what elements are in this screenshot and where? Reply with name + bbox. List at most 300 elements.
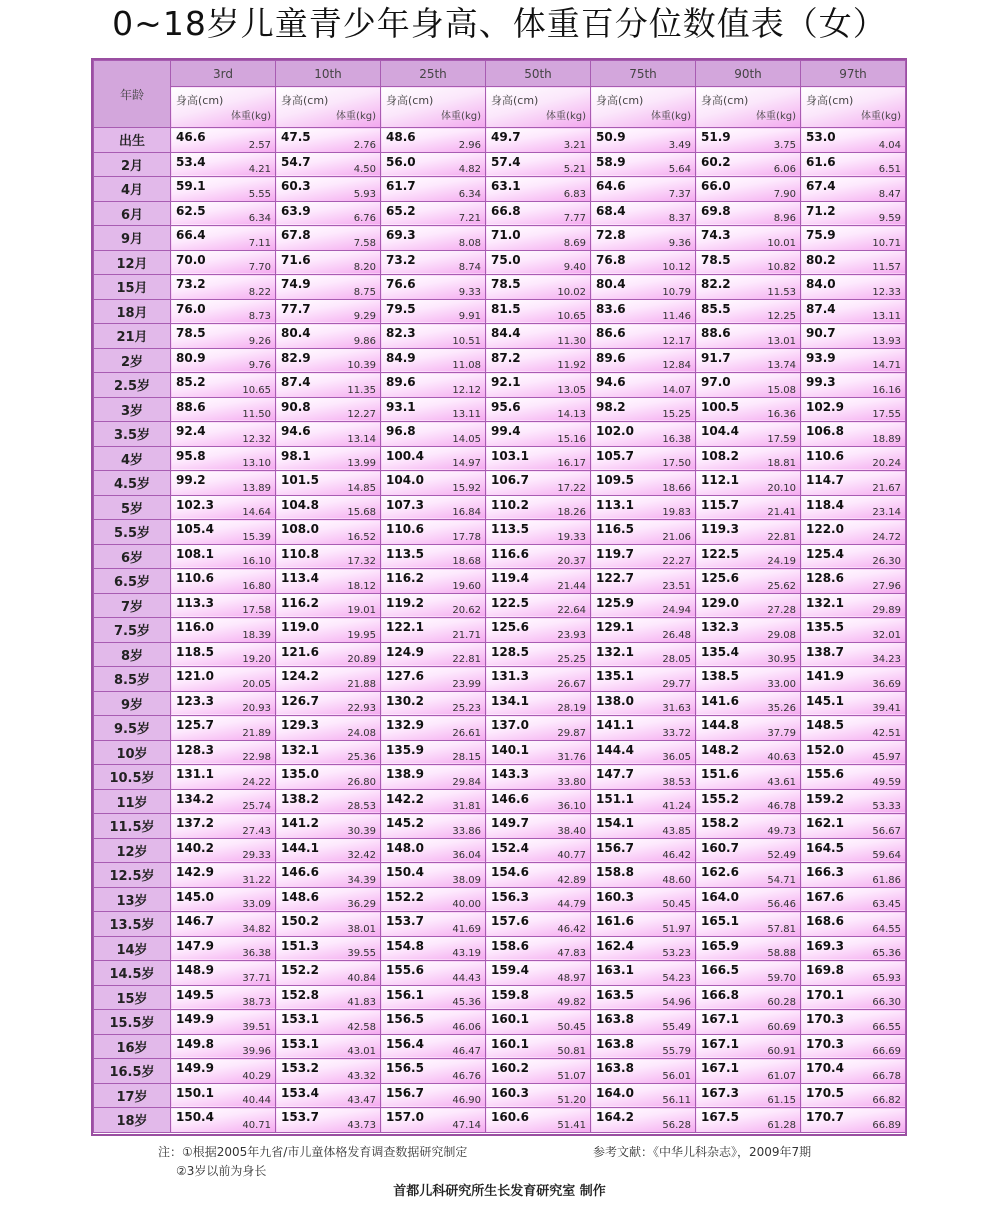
value-cell — [171, 471, 276, 496]
height-value: 121.0 — [176, 669, 214, 683]
weight-value: 40.77 — [557, 850, 586, 861]
height-value: 164.0 — [596, 1085, 634, 1100]
weight-value: 46.90 — [452, 1095, 481, 1106]
value-cell — [801, 765, 906, 790]
weight-value: 27.43 — [242, 825, 271, 837]
height-value: 167.1 — [701, 1036, 739, 1051]
value-cell — [591, 667, 696, 692]
weight-value: 63.45 — [872, 899, 901, 910]
height-value: 76.0 — [176, 301, 206, 316]
weight-value: 60.69 — [767, 1021, 796, 1033]
value-cell — [276, 593, 381, 618]
weight-value: 36.10 — [557, 801, 586, 812]
weight-value: 20.37 — [557, 556, 586, 567]
value-cell — [486, 667, 591, 692]
table-row — [94, 814, 906, 839]
height-value: 157.6 — [491, 914, 529, 928]
value-cell — [591, 1059, 696, 1084]
table-row — [94, 299, 906, 324]
height-unit-label: 身高(cm) — [701, 94, 749, 107]
height-value: 110.8 — [281, 546, 319, 561]
weight-value: 11.53 — [767, 286, 796, 298]
weight-value: 33.86 — [452, 825, 481, 837]
height-value: 122.1 — [386, 620, 424, 634]
weight-value: 6.76 — [353, 213, 376, 224]
weight-value: 50.81 — [557, 1046, 586, 1057]
height-value: 170.7 — [806, 1110, 844, 1124]
weight-value: 9.33 — [458, 286, 481, 298]
value-cell — [171, 618, 276, 643]
weight-value: 7.37 — [668, 188, 691, 200]
age-cell: 6.5岁 — [94, 569, 171, 594]
value-cell — [696, 593, 801, 618]
weight-value: 16.84 — [452, 507, 481, 518]
height-value: 131.3 — [491, 669, 529, 683]
height-value: 156.5 — [386, 1012, 424, 1026]
value-cell — [801, 569, 906, 594]
weight-value: 48.60 — [662, 874, 691, 886]
value-cell — [276, 471, 381, 496]
height-value: 163.5 — [596, 987, 634, 1002]
weight-value: 28.19 — [557, 703, 586, 714]
weight-value: 10.65 — [557, 311, 586, 322]
value-cell — [696, 495, 801, 520]
value-cell — [171, 789, 276, 814]
value-cell — [381, 887, 486, 912]
height-value: 119.7 — [596, 546, 634, 561]
weight-value: 54.96 — [662, 997, 691, 1008]
height-value: 48.6 — [386, 130, 416, 144]
value-cell — [381, 789, 486, 814]
value-cell — [696, 1059, 801, 1084]
height-value: 53.4 — [176, 154, 206, 169]
weight-value: 27.96 — [872, 580, 901, 592]
footnote-length: ②3岁以前为身长 — [176, 1164, 267, 1178]
age-cell: 12月 — [94, 250, 171, 275]
value-cell — [276, 642, 381, 667]
height-value: 149.5 — [176, 987, 214, 1002]
weight-value: 56.01 — [662, 1070, 691, 1082]
height-value: 95.6 — [491, 399, 521, 414]
weight-value: 61.15 — [767, 1095, 796, 1106]
height-value: 74.3 — [701, 228, 731, 242]
weight-value: 40.44 — [242, 1095, 271, 1106]
height-value: 156.5 — [386, 1061, 424, 1075]
weight-value: 19.95 — [347, 629, 376, 641]
height-value: 151.3 — [281, 938, 319, 953]
weight-value: 64.55 — [872, 923, 901, 935]
height-value: 158.8 — [596, 865, 634, 879]
height-value: 160.7 — [701, 840, 739, 855]
weight-value: 37.79 — [767, 727, 796, 739]
weight-value: 51.07 — [557, 1070, 586, 1082]
weight-value: 61.86 — [872, 874, 901, 886]
height-value: 129.0 — [701, 595, 739, 610]
height-value: 144.4 — [596, 742, 634, 757]
height-value: 109.5 — [596, 473, 634, 487]
value-cell — [276, 1083, 381, 1108]
weight-value: 5.64 — [668, 164, 691, 175]
value-cell — [801, 520, 906, 545]
value-cell — [591, 985, 696, 1010]
weight-value: 4.50 — [353, 164, 376, 175]
value-cell — [171, 348, 276, 373]
value-cell — [171, 912, 276, 937]
height-value: 140.2 — [176, 840, 214, 855]
weight-value: 14.64 — [242, 507, 271, 518]
height-value: 147.9 — [176, 938, 214, 953]
value-cell — [696, 667, 801, 692]
value-cell — [591, 250, 696, 275]
weight-value: 9.26 — [248, 335, 271, 347]
weight-value: 23.14 — [872, 507, 901, 518]
value-cell — [801, 642, 906, 667]
height-value: 66.8 — [491, 203, 521, 218]
weight-value: 7.90 — [773, 188, 796, 200]
age-cell: 11.5岁 — [94, 814, 171, 839]
table-row — [94, 618, 906, 643]
height-value: 89.6 — [596, 350, 626, 365]
height-value: 63.9 — [281, 203, 311, 218]
value-cell — [696, 985, 801, 1010]
value-cell — [381, 691, 486, 716]
value-cell — [486, 324, 591, 349]
value-cell — [486, 593, 591, 618]
weight-value: 39.41 — [872, 703, 901, 714]
weight-value: 17.78 — [452, 531, 481, 543]
height-value: 60.3 — [281, 179, 311, 193]
value-cell — [591, 397, 696, 422]
height-value: 93.1 — [386, 399, 416, 414]
weight-value: 8.08 — [458, 237, 481, 249]
weight-value: 36.05 — [662, 752, 691, 763]
weight-value: 8.75 — [353, 286, 376, 298]
age-cell: 2.5岁 — [94, 373, 171, 398]
value-cell — [591, 936, 696, 961]
height-value: 82.9 — [281, 350, 311, 365]
height-value: 145.2 — [386, 816, 424, 830]
weight-value: 17.22 — [557, 482, 586, 494]
value-cell — [591, 569, 696, 594]
value-cell — [276, 912, 381, 937]
weight-value: 7.70 — [248, 262, 271, 273]
height-value: 65.2 — [386, 203, 416, 218]
value-cell — [696, 716, 801, 741]
height-value: 152.2 — [386, 889, 424, 904]
age-cell: 16.5岁 — [94, 1059, 171, 1084]
table-row — [94, 569, 906, 594]
height-value: 159.8 — [491, 987, 529, 1002]
weight-value: 38.40 — [557, 825, 586, 837]
value-cell — [801, 1010, 906, 1035]
weight-value: 32.42 — [347, 850, 376, 861]
weight-value: 55.49 — [662, 1021, 691, 1033]
weight-value: 18.68 — [452, 556, 481, 567]
age-cell: 16岁 — [94, 1034, 171, 1059]
value-cell — [486, 618, 591, 643]
height-value: 106.7 — [491, 473, 529, 487]
weight-value: 16.52 — [347, 531, 376, 543]
height-value: 153.7 — [386, 914, 424, 928]
value-cell — [276, 1010, 381, 1035]
weight-value: 6.51 — [878, 164, 901, 175]
height-value: 83.6 — [596, 301, 626, 316]
height-value: 156.4 — [386, 1036, 424, 1051]
value-cell — [591, 299, 696, 324]
value-cell — [276, 814, 381, 839]
value-cell — [171, 936, 276, 961]
height-value: 153.7 — [281, 1110, 319, 1124]
table-row — [94, 226, 906, 251]
weight-value: 13.14 — [347, 433, 376, 445]
value-cell — [696, 887, 801, 912]
weight-value: 12.25 — [767, 311, 796, 322]
age-column-header: 年龄 — [94, 61, 171, 128]
height-value: 163.8 — [596, 1061, 634, 1075]
table-row — [94, 691, 906, 716]
weight-value: 60.28 — [767, 997, 796, 1008]
height-value: 104.4 — [701, 424, 739, 438]
weight-value: 29.33 — [242, 850, 271, 861]
age-cell: 5岁 — [94, 495, 171, 520]
value-cell — [696, 618, 801, 643]
height-value: 149.9 — [176, 1061, 214, 1075]
weight-value: 21.88 — [347, 678, 376, 690]
value-cell — [696, 275, 801, 300]
weight-value: 14.07 — [662, 384, 691, 396]
table-row — [94, 667, 906, 692]
age-cell: 17岁 — [94, 1083, 171, 1108]
table-row — [94, 716, 906, 741]
table-row — [94, 765, 906, 790]
weight-value: 13.93 — [872, 335, 901, 347]
weight-value: 44.79 — [557, 899, 586, 910]
weight-value: 29.87 — [557, 727, 586, 739]
height-value: 96.8 — [386, 424, 416, 438]
value-cell — [801, 789, 906, 814]
height-unit-label: 身高(cm) — [806, 94, 854, 107]
height-value: 138.5 — [701, 669, 739, 683]
table-row — [94, 422, 906, 447]
height-value: 154.6 — [491, 865, 529, 879]
height-value: 156.1 — [386, 987, 424, 1002]
value-cell — [381, 422, 486, 447]
height-value: 115.7 — [701, 497, 739, 512]
height-value: 84.9 — [386, 350, 416, 365]
weight-value: 53.23 — [662, 948, 691, 959]
height-value: 151.6 — [701, 767, 739, 781]
height-value: 148.5 — [806, 718, 844, 732]
weight-value: 7.21 — [458, 213, 481, 224]
age-cell: 13岁 — [94, 887, 171, 912]
value-cell — [486, 961, 591, 986]
weight-value: 36.04 — [452, 850, 481, 861]
weight-unit-label: 体重(kg) — [861, 111, 901, 122]
subheader-cell — [591, 87, 696, 128]
value-cell — [171, 814, 276, 839]
age-cell: 9.5岁 — [94, 716, 171, 741]
weight-value: 8.37 — [668, 213, 691, 224]
value-cell — [696, 250, 801, 275]
value-cell — [171, 1010, 276, 1035]
height-value: 110.6 — [806, 448, 844, 463]
value-cell — [801, 593, 906, 618]
value-cell — [381, 1108, 486, 1133]
value-cell — [381, 667, 486, 692]
value-cell — [696, 201, 801, 226]
height-value: 143.3 — [491, 767, 529, 781]
weight-value: 14.05 — [452, 433, 481, 445]
value-cell — [276, 716, 381, 741]
value-cell — [801, 691, 906, 716]
weight-value: 59.70 — [767, 972, 796, 984]
height-value: 146.6 — [281, 865, 319, 879]
height-value: 99.4 — [491, 424, 521, 438]
age-cell: 15.5岁 — [94, 1010, 171, 1035]
value-cell — [276, 789, 381, 814]
value-cell — [486, 373, 591, 398]
weight-value: 33.72 — [662, 727, 691, 739]
value-cell — [276, 275, 381, 300]
height-value: 82.2 — [701, 277, 731, 291]
height-value: 146.6 — [491, 791, 529, 806]
table-row — [94, 471, 906, 496]
height-value: 91.7 — [701, 350, 731, 365]
value-cell — [801, 471, 906, 496]
weight-value: 18.12 — [347, 580, 376, 592]
height-value: 124.2 — [281, 669, 319, 683]
weight-value: 11.35 — [347, 384, 376, 396]
height-value: 148.0 — [386, 840, 424, 855]
height-value: 162.4 — [596, 938, 634, 953]
height-value: 70.0 — [176, 252, 206, 267]
value-cell — [591, 912, 696, 937]
height-value: 153.1 — [281, 1012, 319, 1026]
value-cell — [696, 642, 801, 667]
subheader-cell — [801, 87, 906, 128]
table-row — [94, 789, 906, 814]
height-value: 90.7 — [806, 326, 836, 340]
weight-value: 25.36 — [347, 752, 376, 763]
height-value: 153.4 — [281, 1085, 319, 1100]
value-cell — [276, 348, 381, 373]
value-cell — [591, 765, 696, 790]
height-value: 110.6 — [386, 522, 424, 536]
value-cell — [171, 544, 276, 569]
value-cell — [591, 152, 696, 177]
height-value: 116.0 — [176, 620, 214, 634]
height-value: 46.6 — [176, 130, 206, 144]
value-cell — [591, 691, 696, 716]
value-cell — [276, 838, 381, 863]
weight-value: 13.10 — [242, 458, 271, 469]
weight-value: 38.09 — [452, 874, 481, 886]
value-cell — [801, 495, 906, 520]
value-cell — [696, 348, 801, 373]
height-value: 47.5 — [281, 130, 311, 144]
height-value: 166.8 — [701, 987, 739, 1002]
table-row — [94, 863, 906, 888]
weight-value: 46.78 — [767, 801, 796, 812]
weight-value: 8.69 — [563, 237, 586, 249]
weight-value: 40.00 — [452, 899, 481, 910]
height-unit-label: 身高(cm) — [386, 94, 434, 107]
height-value: 78.5 — [491, 277, 521, 291]
value-cell — [591, 814, 696, 839]
value-cell — [171, 1108, 276, 1133]
height-value: 94.6 — [281, 424, 311, 438]
weight-value: 13.74 — [767, 360, 796, 371]
weight-value: 25.62 — [767, 580, 796, 592]
height-value: 167.1 — [701, 1061, 739, 1075]
value-cell — [171, 961, 276, 986]
value-cell — [486, 201, 591, 226]
value-cell — [171, 887, 276, 912]
value-cell — [171, 765, 276, 790]
weight-value: 56.46 — [767, 899, 796, 910]
weight-value: 14.97 — [452, 458, 481, 469]
height-value: 74.9 — [281, 277, 311, 291]
value-cell — [801, 863, 906, 888]
weight-value: 34.39 — [347, 874, 376, 886]
weight-value: 49.73 — [767, 825, 796, 837]
height-value: 51.9 — [701, 130, 731, 144]
weight-value: 39.51 — [242, 1021, 271, 1033]
value-cell — [591, 520, 696, 545]
weight-value: 18.26 — [557, 507, 586, 518]
weight-value: 14.13 — [557, 409, 586, 420]
weight-value: 28.15 — [452, 752, 481, 763]
height-value: 119.2 — [386, 595, 424, 610]
subheader-cell — [276, 87, 381, 128]
height-value: 170.3 — [806, 1036, 844, 1051]
weight-value: 26.48 — [662, 629, 691, 641]
value-cell — [486, 1010, 591, 1035]
height-value: 81.5 — [491, 301, 521, 316]
value-cell — [591, 275, 696, 300]
height-value: 125.7 — [176, 718, 214, 732]
weight-value: 42.58 — [347, 1021, 376, 1033]
value-cell — [591, 863, 696, 888]
weight-value: 12.84 — [662, 360, 691, 371]
height-value: 138.2 — [281, 791, 319, 806]
value-cell — [486, 765, 591, 790]
value-cell — [381, 324, 486, 349]
value-cell — [696, 299, 801, 324]
value-cell — [591, 887, 696, 912]
height-value: 149.9 — [176, 1012, 214, 1026]
weight-value: 38.01 — [347, 923, 376, 935]
height-value: 170.1 — [806, 987, 844, 1002]
height-unit-label: 身高(cm) — [491, 94, 539, 107]
height-value: 118.5 — [176, 644, 214, 659]
value-cell — [486, 838, 591, 863]
weight-value: 8.20 — [353, 262, 376, 273]
value-cell — [381, 275, 486, 300]
value-cell — [276, 201, 381, 226]
value-cell — [486, 495, 591, 520]
value-cell — [276, 985, 381, 1010]
value-cell — [696, 1108, 801, 1133]
value-cell — [486, 250, 591, 275]
height-value: 71.6 — [281, 252, 311, 267]
weight-value: 26.67 — [557, 678, 586, 690]
weight-value: 16.17 — [557, 458, 586, 469]
weight-value: 10.51 — [452, 335, 481, 347]
table-row — [94, 397, 906, 422]
height-value: 68.4 — [596, 203, 626, 218]
weight-value: 40.63 — [767, 752, 796, 763]
